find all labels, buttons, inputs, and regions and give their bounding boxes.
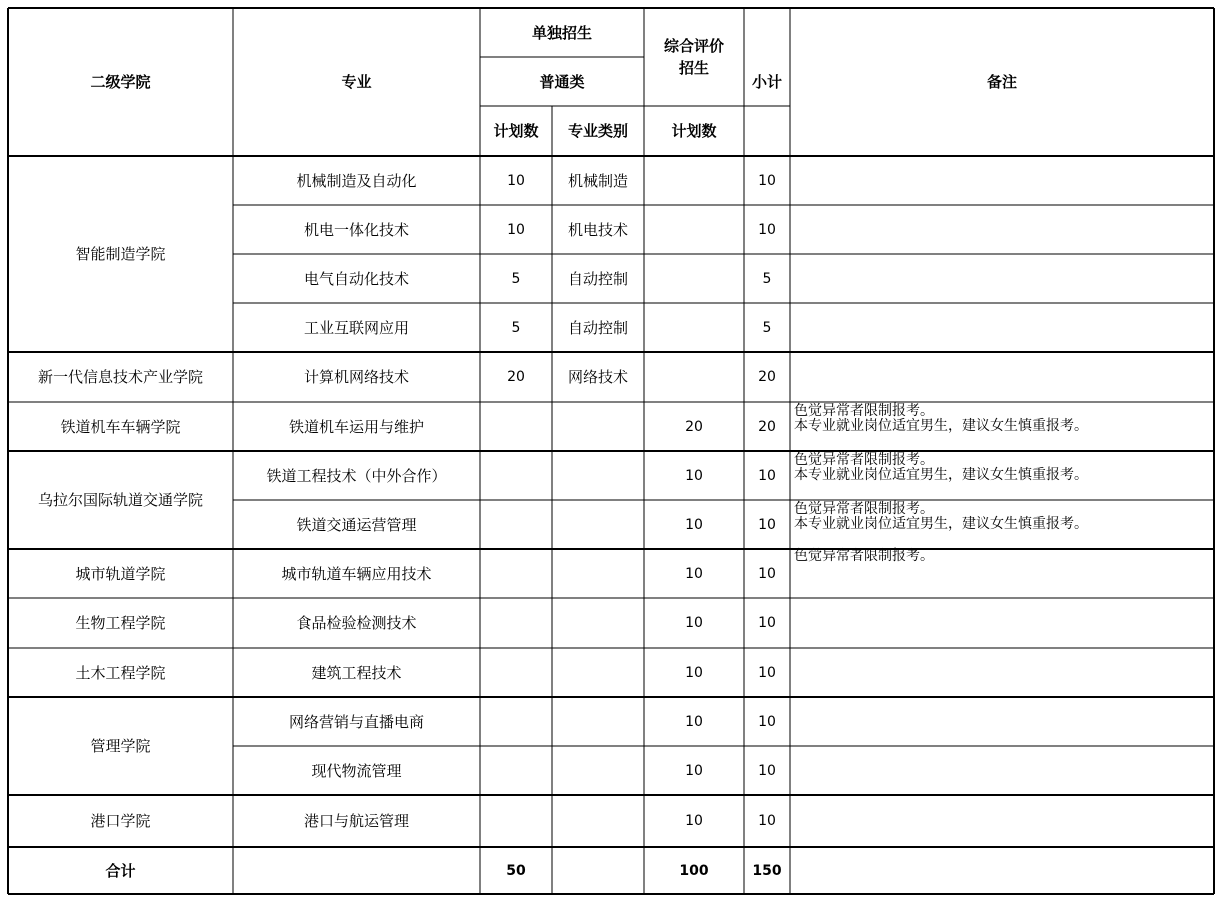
header-subtotal: 小计 <box>751 73 782 91</box>
major-category: 机电技术 <box>567 220 628 239</box>
major-category: 自动控制 <box>567 318 628 337</box>
header-comprehensive-plan-count: 计划数 <box>671 122 717 140</box>
major-name: 铁道机车运用与维护 <box>288 417 424 436</box>
college-name: 生物工程学院 <box>75 614 166 632</box>
subtotal: 20 <box>758 418 776 435</box>
remark <box>790 598 1214 648</box>
college-name: 城市轨道学院 <box>75 564 166 583</box>
remark <box>790 795 1214 847</box>
plan-count <box>480 795 552 847</box>
remark <box>790 648 1214 697</box>
plan-count <box>480 402 552 451</box>
header-general-type: 普通类 <box>539 72 585 91</box>
major-category <box>552 697 644 746</box>
remark <box>790 549 1214 598</box>
major-name: 机电一体化技术 <box>303 220 409 239</box>
subtotal: 10 <box>758 615 776 631</box>
plan-count <box>480 598 552 648</box>
major-name: 计算机网络技术 <box>303 368 409 386</box>
remark <box>790 156 1214 205</box>
subtotal: 5 <box>762 319 772 336</box>
remark-line: 色觉异常者限制报考。 <box>794 452 934 468</box>
college-name: 智能制造学院 <box>75 245 166 263</box>
header-comprehensive-enrollment: 综合评价 招生 <box>663 37 724 77</box>
major-category: 网络技术 <box>567 368 628 386</box>
plan-count <box>480 549 552 598</box>
college-name: 土木工程学院 <box>75 663 166 682</box>
total-plan-count: 50 <box>506 862 526 879</box>
major-name: 建筑工程技术 <box>311 663 402 682</box>
subtotal: 10 <box>758 221 776 238</box>
major-name: 港口与航运管理 <box>303 812 409 830</box>
major-category: 自动控制 <box>567 269 628 288</box>
header-plan-count: 计划数 <box>493 122 539 140</box>
header-remark: 备注 <box>986 73 1017 91</box>
major-category <box>552 598 644 648</box>
plan-count: 5 <box>511 319 521 336</box>
remark <box>790 402 1214 451</box>
plan-count <box>480 746 552 795</box>
subtotal: 5 <box>762 270 772 287</box>
major-category <box>552 795 644 847</box>
subtotal: 10 <box>758 713 776 730</box>
total-label: 合计 <box>105 861 136 880</box>
plan-count: 5 <box>511 270 521 287</box>
college-name: 铁道机车车辆学院 <box>60 417 181 436</box>
major-name: 机械制造及自动化 <box>296 171 417 190</box>
comprehensive-plan: 10 <box>685 516 703 533</box>
subtotal: 10 <box>758 762 776 779</box>
college-name: 港口学院 <box>90 812 151 830</box>
major-category: 机械制造 <box>567 171 628 190</box>
subtotal: 10 <box>758 172 776 189</box>
remark <box>790 303 1214 352</box>
major-category <box>552 451 644 500</box>
remark-line: 色觉异常者限制报考。 <box>794 403 934 419</box>
major-category <box>552 648 644 697</box>
comprehensive-plan: 10 <box>685 467 703 484</box>
major-name: 食品检验检测技术 <box>296 614 417 632</box>
subtotal: 10 <box>758 467 776 484</box>
plan-count <box>480 648 552 697</box>
total-comprehensive-plan: 100 <box>679 862 709 879</box>
comprehensive-plan: 10 <box>685 565 703 582</box>
header-major: 专业 <box>341 73 372 91</box>
subtotal: 10 <box>758 516 776 533</box>
major-name: 铁道交通运营管理 <box>296 515 417 534</box>
subtotal: 10 <box>758 664 776 681</box>
subtotal: 10 <box>758 565 776 582</box>
subtotal: 10 <box>758 813 776 829</box>
comprehensive-plan: 10 <box>685 615 703 631</box>
plan-count <box>480 500 552 549</box>
remark-line: 本专业就业岗位适宜男生，建议女生慎重报考。 <box>794 516 1088 532</box>
header-major-category: 专业类别 <box>567 122 628 140</box>
comprehensive-plan <box>644 303 744 352</box>
major-category <box>552 500 644 549</box>
major-name: 铁道工程技术（中外合作） <box>266 466 447 485</box>
comprehensive-plan <box>644 254 744 303</box>
major-name: 现代物流管理 <box>311 761 402 780</box>
remark <box>790 500 1214 549</box>
enrollment-plan-table <box>8 8 1214 894</box>
plan-count: 20 <box>507 369 525 385</box>
major-category <box>552 746 644 795</box>
college-name: 新一代信息技术产业学院 <box>37 368 203 386</box>
comprehensive-plan: 10 <box>685 762 703 779</box>
remark-line: 色觉异常者限制报考。 <box>794 501 934 517</box>
major-name: 工业互联网应用 <box>303 318 409 337</box>
remark <box>790 697 1214 746</box>
remark-line: 本专业就业岗位适宜男生，建议女生慎重报考。 <box>794 467 1088 483</box>
remark-line: 色觉异常者限制报考。 <box>794 548 934 564</box>
major-name: 电气自动化技术 <box>303 269 409 288</box>
plan-count <box>480 451 552 500</box>
comprehensive-plan: 10 <box>685 664 703 681</box>
major-name: 城市轨道车辆应用技术 <box>281 564 432 583</box>
remark <box>790 254 1214 303</box>
header-college: 二级学院 <box>90 73 151 91</box>
comprehensive-plan <box>644 156 744 205</box>
major-name: 网络营销与直播电商 <box>288 712 424 731</box>
remark-line: 本专业就业岗位适宜男生，建议女生慎重报考。 <box>794 418 1088 434</box>
subtotal: 20 <box>758 369 776 385</box>
plan-count: 10 <box>507 172 525 189</box>
comprehensive-plan: 10 <box>685 713 703 730</box>
college-name: 管理学院 <box>90 737 151 755</box>
comprehensive-plan: 10 <box>685 813 703 829</box>
comprehensive-plan: 20 <box>685 418 703 435</box>
college-name: 乌拉尔国际轨道交通学院 <box>37 491 203 509</box>
remark <box>790 451 1214 500</box>
major-category <box>552 402 644 451</box>
comprehensive-plan <box>644 205 744 254</box>
remark <box>790 352 1214 402</box>
plan-count <box>480 697 552 746</box>
remark <box>790 205 1214 254</box>
header-separate-enrollment: 单独招生 <box>531 23 592 42</box>
plan-count: 10 <box>507 221 525 238</box>
comprehensive-plan <box>644 352 744 402</box>
remark <box>790 746 1214 795</box>
major-category <box>552 549 644 598</box>
total-subtotal: 150 <box>752 862 782 879</box>
